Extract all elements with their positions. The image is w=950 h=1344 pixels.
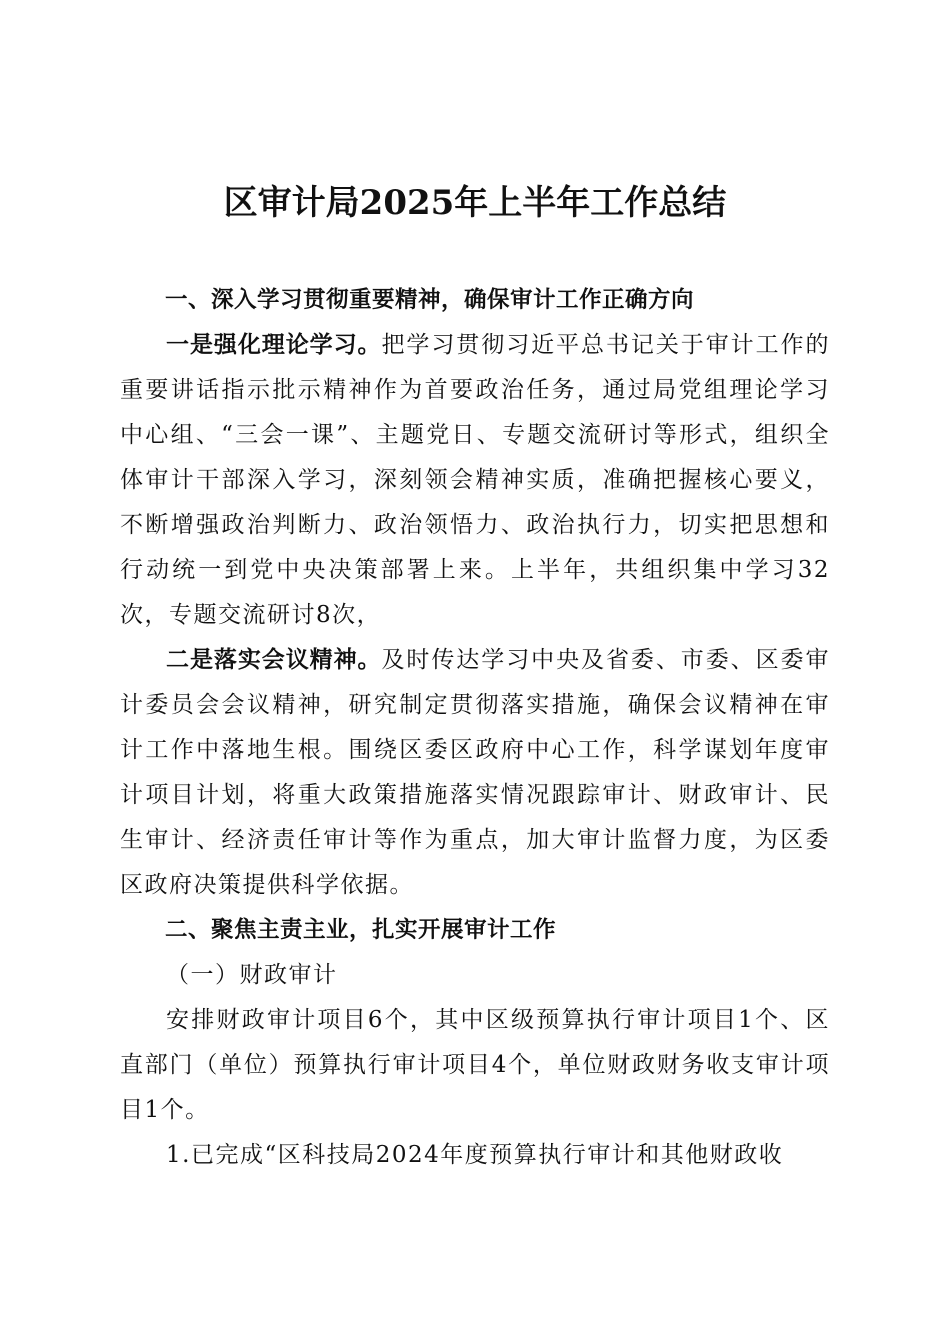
paragraph-meeting-spirit — [120, 638, 830, 908]
paragraph-finance-audit: 安排财政审计项目6个，其中区级预算执行审计项目1个、区直部门（单位）预算执行审计项目4个，单位财政财务收支审计项目1个。 — [120, 1007, 830, 1123]
paragraph-text: 及时传达学习中央及省委、市委、区委审计委员会会议精神，研究制定贯彻落实措施，确保会议精神在审计工作中落地生根。围绕区委区政府中心工作，科学谋划年度审计项目计划，将重大政策措施落实情况跟踪审计、财政审计、民生审计、经济责任审计等作为重点，加大审计监督力度，为区委区政府决策提供科学依据。 — [120, 647, 831, 898]
paragraph-lead: 二是落实会议精神。 — [166, 647, 382, 673]
section-heading-2: 二、聚焦主责主业，扎实开展审计工作 — [165, 917, 557, 943]
paragraph-text: 把学习贯彻习近平总书记关于审计工作的重要讲话指示批示精神作为首要政治任务，通过局党组理论学习中心组、“三会一课”、主题党日、专题交流研讨等形式，组织全体审计干部深入学习，深刻领会精神实质，准确把握核心要义，不断增强政治判断力、政治领悟力、政治执行力，切实把思想和行动统一到党中央决策部署上来。上半年，共组织集中学习32次，专题交流研讨8次， — [120, 332, 831, 628]
paragraph-theory-study — [120, 323, 830, 638]
paragraph-lead: 一是强化理论学习。 — [166, 332, 382, 358]
section-heading-1: 一、深入学习贯彻重要精神，确保审计工作正确方向 — [165, 287, 695, 313]
document-body — [120, 278, 830, 1178]
document-title: 区审计局2025年上半年工作总结 — [223, 183, 727, 223]
paragraph-completed-item: 1.已完成“区科技局2024年度预算执行审计和其他财政收 — [166, 1142, 784, 1168]
subsection-heading: （一）财政审计 — [166, 962, 338, 988]
